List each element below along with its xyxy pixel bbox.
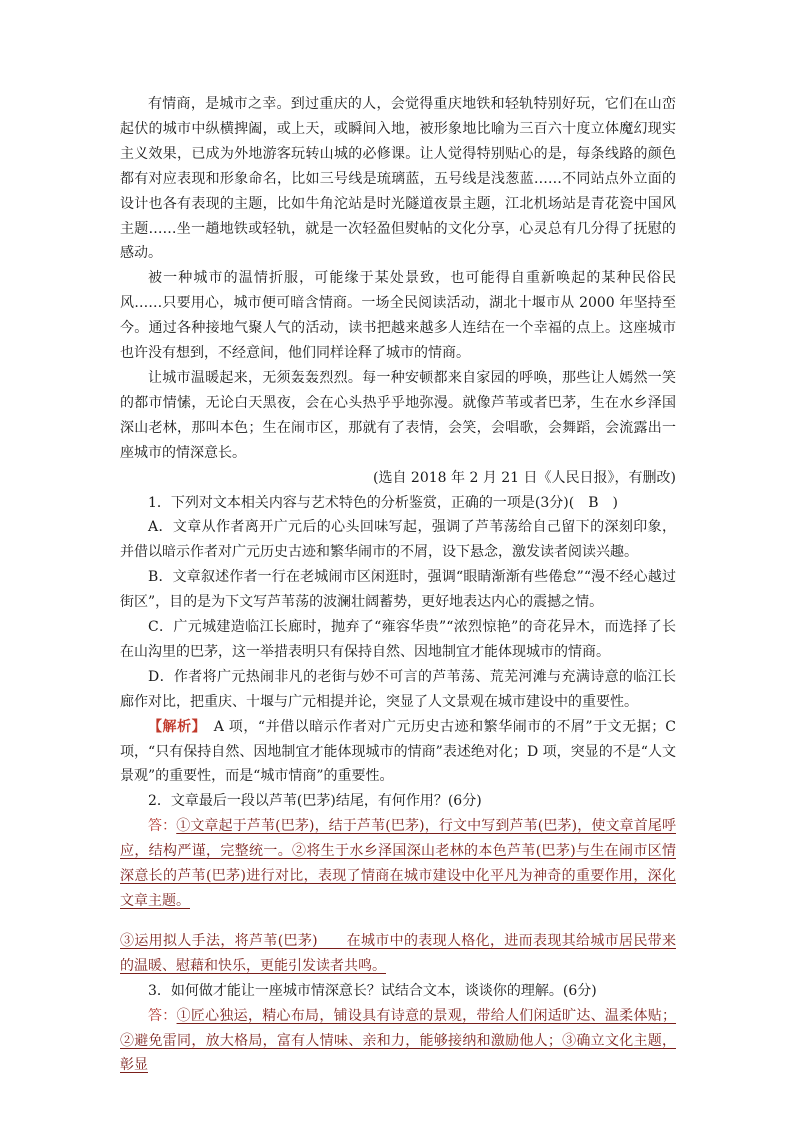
- question-1-option-d: D．作者将广元热闹非凡的老街与妙不可言的芦苇荡、荒芜河滩与充满诗意的临江长廊作对比，把重庆、十堰与广元相提并论，突显了人文景观在城市建设中的重要性。: [120, 668, 676, 710]
- passage-paragraph-3: 让城市温暖起来，无须轰轰烈烈。每一种安顿都来自家园的呼唤，那些让人嫣然一笑的都市情愫，无论白天黑夜，会在心头热乎乎地弥漫。就像芦苇或者巴茅，生在水乡泽国深山老林，那叫本色；生在闹市区，那就有了表情，会笑，会唱歌，会舞蹈，会流露出一座城市的情深意长。: [120, 369, 676, 461]
- answer-label: 答：: [148, 818, 177, 835]
- answer-text: ①文章起于芦苇(巴茅)，结于芦苇(巴茅)，行文中写到芦苇(巴茅)，使文章首尾呼应，结构严谨，完整统一。②将生于水乡泽国深山老林的本色芦苇(巴茅)与生在闹市区情深意长的芦苇(巴茅)进行对比，表现了情商在城市建设中化平凡为神奇的重要作用，深化文章主题。: [120, 818, 676, 909]
- question-3-answer: [120, 1004, 676, 1079]
- question-2-answer: [120, 814, 676, 914]
- question-2-answer-continued: [120, 929, 676, 979]
- passage-paragraph-2: 被一种城市的温情折服，可能缘于某处景致，也可能得自重新唤起的某种民俗民风……只要用心，城市便可暗含情商。一场全民阅读活动，湖北十堰市从 2000 年坚持至今。通过各种接地气聚人气的活动，读书把越来越多人连结在一个幸福的点上。这座城市也许没有想到，不经意间，他们同样诠释了城市的情商。: [120, 270, 676, 362]
- question-1-analysis: [120, 715, 676, 790]
- question-2-stem: 2．文章最后一段以芦苇(巴茅)结尾，有何作用？(6分): [148, 793, 482, 810]
- question-1-option-b: B．文章叙述作者一行在老城闹市区闲逛时，强调“眼睛渐渐有些倦怠”“漫不经心越过街区”，目的是为下文写芦苇荡的波澜壮阔蓄势，更好地表达内心的震撼之情。: [120, 569, 676, 611]
- passage-paragraph-1: 有情商，是城市之幸。到过重庆的人，会觉得重庆地铁和轻轨特别好玩，它们在山峦起伏的城市中纵横捭阖，或上天，或瞬间入地，被形象地比喻为三百六十度立体魔幻现实主义效果，已成为外地游客玩转山城的必修课。让人觉得特别贴心的是，每条线路的颜色都有对应表现和形象命名，比如三号线是琉璃蓝，五号线是浅葱蓝……不同站点外立面的设计也各有表现的主题，比如牛角沱站是时光隧道夜景主题，江北机场站是青花瓷中国风主题……坐一趟地铁或轻轨，就是一次轻盈但熨帖的文化分享，心灵总有几分得了抚慰的感动。: [120, 96, 676, 262]
- answer-label: 答：: [148, 1007, 177, 1024]
- analysis-label: 【解析】: [148, 718, 200, 735]
- answer-text: ①匠心独运，精心布局，铺设具有诗意的景观，带给人们闲适旷达、温柔体贴；②避免雷同，放大格局，富有人情味、亲和力，能够接纳和激励他人；③确立文化主题，彰显: [120, 1007, 677, 1074]
- passage-source: (选自 2018 年 2 月 21 日《人民日报》，有删改): [373, 469, 676, 486]
- document-content: [120, 92, 676, 1078]
- answer-text-continued: ③运用拟人手法，将芦苇(巴茅) 在城市中的表现人格化，进而表现其给城市居民带来的温暖、慰藉和快乐，更能引发读者共鸣。: [120, 932, 676, 974]
- question-1-option-a: A．文章从作者离开广元后的心头回味写起，强调了芦苇荡给自己留下的深刻印象，并借以暗示作者对广元历史古迹和繁华闹市的不屑，设下悬念，激发读者阅读兴趣。: [120, 519, 676, 561]
- analysis-text: A 项，“并借以暗示作者对广元历史古迹和繁华闹市的不屑”于文无据；C 项，“只有保持自然、因地制宜才能体现城市的情商”表述绝对化；D 项，突显的不是“人文景观”的重要性，而是“城市情商”的重要性。: [120, 718, 676, 785]
- question-1-stem: 1．下列对文本相关内容与艺术特色的分析鉴赏，正确的一项是(3分)( B ): [148, 494, 618, 511]
- spacer: [120, 914, 676, 929]
- question-3-stem: 3．如何做才能让一座城市情深意长？试结合文本，谈谈你的理解。(6分): [148, 982, 597, 999]
- question-1-option-c: C．广元城建造临江长廊时，抛弃了“雍容华贵”“浓烈惊艳”的奇花异木，而选择了长在山沟里的巴茅，这一举措表明只有保持自然、因地制宜才能体现城市的情商。: [120, 619, 676, 660]
